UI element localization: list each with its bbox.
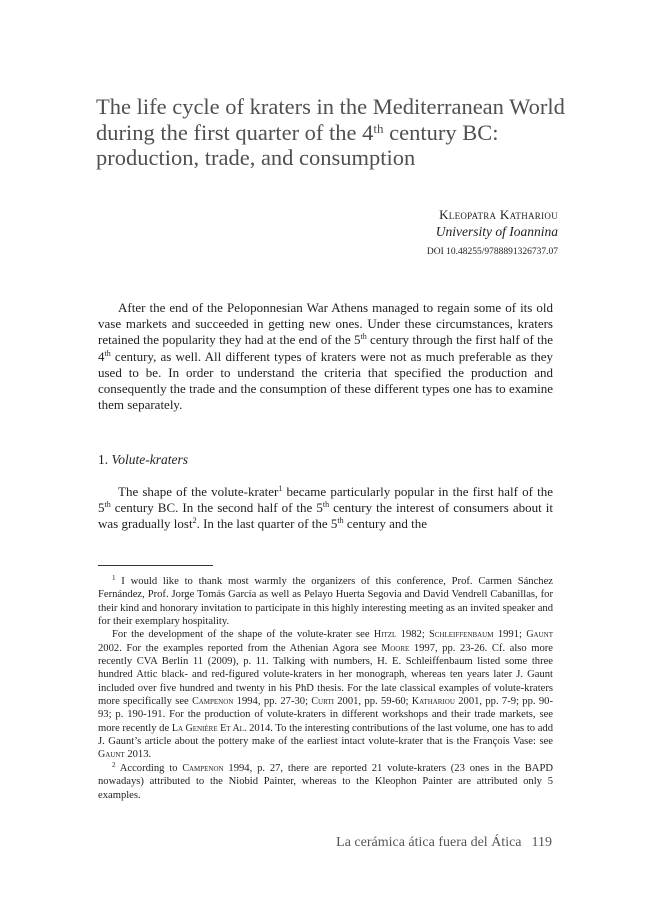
section-number: 1.	[98, 452, 112, 467]
intro-text-c: century, as well. All different types of kraters were not as much preferable as they used to be. In order to understand the criteria that specified the production and consequently the trade and the consumption of these different types one has to examine them separately.	[98, 348, 553, 413]
intro-sup-1: th	[360, 332, 367, 342]
fn-text: 1994, p. 27, there are reported 21 volute-kraters (23 ones in the BAPD nowadays) attributed to the Niobid Painter, whereas to the Kleophon Painter are attributed only 5 examples.	[98, 762, 553, 801]
footnote-1-continued	[98, 628, 553, 761]
footnote-ref-1[interactable]: 1	[278, 484, 283, 493]
fn-text: 2014. To the interesting contributions of the last volume, one has to add J. Gaunt’s article about the pottery make of the earliest intact volute-krater that is the François Vase: see	[98, 722, 553, 748]
para2-text-d: century the interest of consumers about it was gradually lost	[98, 500, 553, 532]
citation-author: Gaunt	[98, 749, 125, 761]
section-title: Volute-kraters	[111, 452, 188, 467]
para2-sup-2: th	[322, 500, 330, 510]
para2-text-b: became particularly popular in the first half of the 5	[98, 484, 553, 516]
intro-sup-2: th	[104, 348, 111, 358]
section-heading	[98, 452, 188, 468]
fn-text: 2002. For the examples reported from the Athenian Agora see	[98, 642, 382, 654]
footnotes	[98, 575, 553, 802]
paper-title	[96, 94, 566, 171]
footnote-mark-2: 2	[112, 760, 116, 769]
citation-author: La Genière Et Al.	[171, 722, 247, 734]
citation-author: Gaunt	[526, 629, 553, 641]
fn-text: 2001, pp. 59-60;	[333, 696, 412, 708]
intro-text-a: After the end of the Peloponnesian War Athens managed to regain some of its old vase markets and succeeded in getting new ones. Under these circumstances, kraters retained the popularity they had at the end of the 5	[98, 300, 553, 348]
title-text-end: century BC: production, trade, and consumption	[96, 119, 499, 170]
volute-paragraph	[98, 484, 553, 533]
intro-paragraph	[98, 300, 553, 413]
fn-text: 1982;	[396, 629, 430, 641]
citation-author: Campenon	[192, 696, 234, 708]
footnote-1-text: I would like to thank most warmly the organizers of this conference, Prof. Carmen Sánchez Fernández, Prof. Jorge Tomás García as well as Pelayo Huerta Segovia and David Vendrell Cabanillas, for their kind and honorary invitation to participate in this highly interesting meeting as an invited speaker and for their exemplary hospitality.	[98, 576, 553, 628]
page-number: 119	[531, 835, 552, 850]
footnote-divider	[98, 565, 213, 566]
footnote-1	[98, 575, 553, 628]
citation-author: Schleiffenbaum	[429, 629, 494, 641]
citation-author: Campenon	[182, 762, 224, 774]
running-footer	[326, 835, 552, 851]
intro-text-b: century through the first half of the 4	[98, 332, 553, 364]
title-text: The life cycle of kraters in the Mediterranean World during the first quarter of the 4	[96, 94, 565, 145]
fn-text: 1994, pp. 27-30;	[233, 696, 312, 708]
title-superscript: th	[373, 120, 384, 136]
citation-author: Hitzl	[373, 629, 397, 641]
doi: DOI 10.48255/9788891326737.07	[426, 247, 558, 257]
para2-text-e: . In the last quarter of the 5	[196, 516, 338, 532]
author-affiliation: University of Ioannina	[435, 224, 558, 239]
fn-text: 2001, pp. 7-9; pp. 90-93; p. 190-191. For the production of volute-kraters in different workshops and their trade markets, see more recently de	[98, 696, 553, 734]
citation-author: Kathariou	[411, 696, 455, 708]
author-name: Kleopatra Kathariou	[439, 207, 558, 222]
footnote-2	[98, 762, 553, 802]
fn-text: 2013.	[124, 749, 152, 761]
citation-author: Moore	[381, 642, 410, 654]
footnote-mark-1: 1	[112, 574, 116, 582]
para2-sup-3: th	[337, 516, 344, 526]
para2-sup-1: th	[104, 500, 111, 510]
journal-title: La cerámica ática fuera del Ática	[336, 835, 522, 850]
para2-text-c: century BC. In the second half of the 5	[110, 500, 323, 516]
fn-text: For the development of the shape of the volute-krater see	[112, 629, 374, 641]
fn-text: According to	[115, 762, 183, 774]
fn-text: 1997, pp. 23-26. Cf. also more recently CVA Berlin 11 (2009), p. 11. Talking with numbers, H. E. Schleiffenbaum listed some three hundred Attic black- and red-figured volute-kraters in her monograph, whereas ten years later J. Gaunt included over five hundred and twenty in his PhD thesis. For the late classical examples of volute-kraters more specifically see	[98, 642, 553, 708]
para2-text-a: The shape of the volute-krater	[118, 484, 279, 499]
fn-text: 1991;	[493, 629, 527, 641]
para2-text-f: century and the	[343, 516, 428, 532]
footnote-ref-2[interactable]: 2	[192, 516, 197, 526]
citation-author: Curti	[311, 696, 334, 708]
